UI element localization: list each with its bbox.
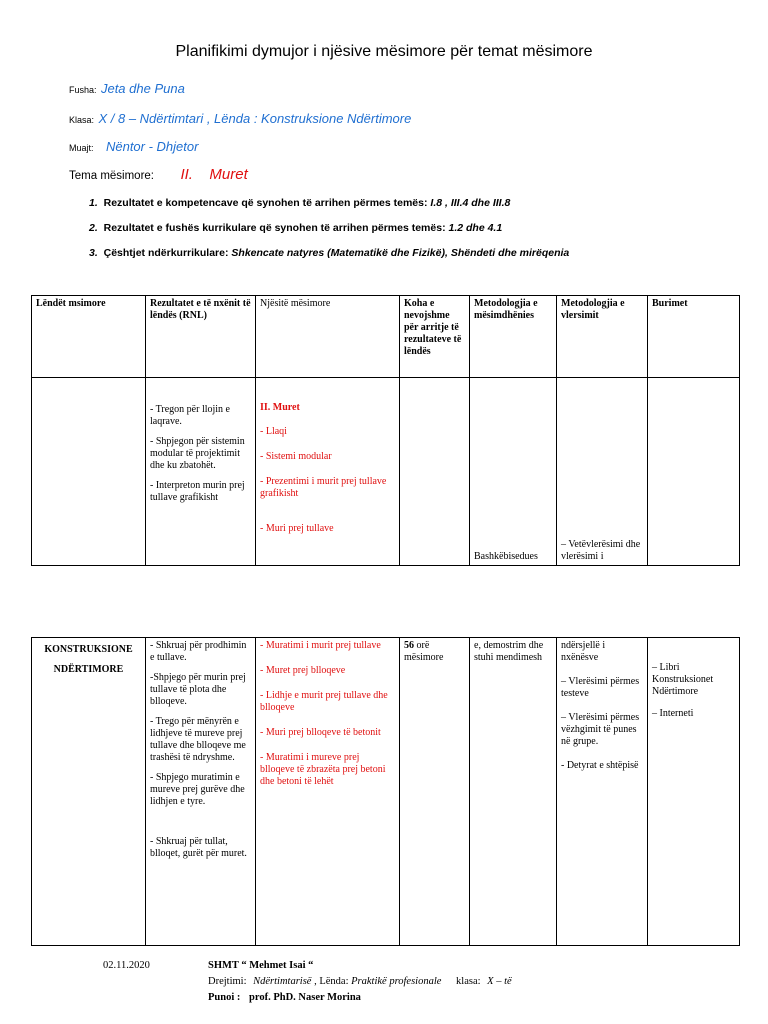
list-item: - Tregon për llojin e laqrave.: [150, 404, 230, 427]
koha-number: 56: [404, 640, 414, 651]
koha-text: orë mësimore: [404, 640, 444, 663]
header-burimet: Burimet: [648, 296, 740, 378]
footer-lenda: Praktikë profesionale: [351, 976, 442, 987]
footer-drejtimi-label: Drejtimi:: [208, 976, 247, 987]
footer-drejtimi-row: [208, 976, 512, 987]
list-item: - Sistemi modular: [260, 451, 332, 462]
cell-burimet: [648, 638, 740, 946]
list-item: - Detyrat e shtëpisë: [561, 760, 639, 771]
tema-row: [69, 166, 248, 184]
fusha-label: Fusha:: [69, 85, 97, 95]
footer-klasa: X – të: [487, 976, 512, 987]
muajt-label: Muajt:: [69, 143, 94, 153]
objective-2-value: 1.2 dhe 4.1: [448, 222, 503, 234]
objective-3-num: 3.: [89, 247, 98, 259]
list-item: - Shpjego muratimin e mureve prej gurëve dhe lidhjen e tyre.: [150, 772, 245, 807]
list-item: -Shpjego për murin prej tullave të plota dhe blloqeve.: [150, 672, 246, 707]
list-item: - Muri prej tullave: [260, 523, 334, 534]
list-item: - Shpjegon për sistemin modular të projektimit dhe ku zbatohët.: [150, 436, 245, 471]
objective-1-text: Rezultatet e kompetencave që synohen të arrihen përmes temës:: [103, 197, 428, 209]
header-vlersimi: Metodologjia e vlersimit: [557, 296, 648, 378]
list-item: - Shkruaj për tullat, blloqet, gurët për muret.: [150, 836, 247, 859]
tema-value: Muret: [209, 166, 248, 183]
cell-vlersimi: – Vetëvlerësimi dhe vlerësimi i: [557, 378, 648, 566]
cell-vlersimi: [557, 638, 648, 946]
footer-lenda-label: , Lënda:: [314, 976, 349, 987]
cell-mesimdhenia: e, demostrim dhe stuhi mendimesh: [470, 638, 557, 946]
fusha-value: Jeta dhe Puna: [100, 81, 185, 96]
cell-koha: [400, 638, 470, 946]
footer-school: SHMT “ Mehmet Isai “: [208, 960, 314, 971]
table-header-row: [32, 296, 740, 378]
objective-3-text: Çështjet ndërkurrikulare:: [103, 247, 229, 259]
list-item: - Muratimi i murit prej tullave: [260, 640, 381, 651]
objective-2: [89, 222, 502, 234]
klasa-row: [69, 110, 411, 128]
footer-punoi-row: [208, 992, 361, 1003]
footer-klasa-label: klasa:: [456, 976, 481, 987]
list-item: – Interneti: [652, 708, 694, 719]
list-item: ndërsjellë i nxënësve: [561, 640, 606, 663]
table-row: [32, 378, 740, 566]
footer-punoi: prof. PhD. Naser Morina: [249, 992, 361, 1003]
objective-3: [89, 247, 569, 259]
list-item: - Shkruaj për prodhimin e tullave.: [150, 640, 247, 663]
cell-rnl: [146, 638, 256, 946]
list-item: - Interpreton murin prej tullave grafikisht: [150, 480, 245, 503]
objective-1-num: 1.: [89, 197, 98, 209]
muajt-row: [69, 138, 198, 156]
cell-mesimdhenia: Bashkëbisedues: [470, 378, 557, 566]
footer-date: 02.11.2020: [103, 960, 150, 971]
objective-1-value: I.8 , III.4 dhe III.8: [430, 197, 511, 209]
cell-burimet-empty: [648, 378, 740, 566]
list-item: – Libri Konstruksionet Ndërtimore: [652, 662, 714, 697]
list-item: – Vlerësimi përmes vëzhgimit të punes në grupe.: [561, 712, 640, 747]
objective-2-text: Rezultatet e fushës kurrikulare që synohen të arrihen përmes temës:: [103, 222, 446, 234]
header-koha: Koha e nevojshme për arritje të rezultateve të lëndës: [400, 296, 470, 378]
list-item: - Muret prej blloqeve: [260, 665, 346, 676]
list-item: - Llaqi: [260, 426, 287, 437]
fusha-row: [69, 80, 185, 98]
objective-2-num: 2.: [89, 222, 98, 234]
list-item: – Vlerësimi përmes testeve: [561, 676, 640, 699]
table-row: [32, 638, 740, 946]
page-title: Planifikimi dymujor i njësive mësimore për temat mësimore: [175, 43, 593, 60]
plan-table-1: [31, 295, 740, 566]
cell-njesite: [256, 378, 400, 566]
footer-punoi-label: Punoi :: [208, 992, 241, 1003]
plan-table-2: [31, 637, 740, 946]
tema-label: Tema mësimore:: [69, 170, 154, 182]
header-lendet: Lëndët msimore: [32, 296, 146, 378]
list-item: - Muri prej blloqeve të betonit: [260, 727, 381, 738]
objective-3-value: Shkencate natyres (Matematikë dhe Fizikë), Shëndeti dhe mirëqenia: [231, 247, 570, 259]
objective-1: [89, 197, 510, 209]
cell-lenda: KONSTRUKSIONE NDËRTIMORE: [32, 638, 146, 946]
tema-number: II.: [180, 166, 193, 183]
klasa-value: X / 8 – Ndërtimtari , Lënda : Konstruksione Ndërtimore: [98, 111, 412, 126]
list-item: - Muratimi i mureve prej blloqeve të zbrazëta prej betoni dhe betoni të lehët: [260, 752, 386, 787]
footer-drejtimi: Ndërtimtarisë: [253, 976, 312, 987]
muajt-value: Nëntor - Dhjetor: [105, 139, 199, 154]
list-item: - Prezentimi i murit prej tullave grafikisht: [260, 476, 387, 499]
njesi-title: II. Muret: [260, 402, 300, 413]
header-mesimdhenia: Metodologjia e mësimdhënies: [470, 296, 557, 378]
cell-lenda-empty: [32, 378, 146, 566]
cell-njesite: [256, 638, 400, 946]
header-rnl: Rezultatet e të nxënit të lëndës (RNL): [146, 296, 256, 378]
list-item: - Trego për mënyrën e lidhjeve të mureve prej tullave dhe blloqeve me trashësi të ndryshme.: [150, 716, 246, 763]
header-njesite: Njësitë mësimore: [256, 296, 400, 378]
cell-koha-empty: [400, 378, 470, 566]
klasa-label: Klasa:: [69, 115, 95, 125]
list-item: - Lidhje e murit prej tullave dhe blloqeve: [260, 690, 388, 713]
cell-rnl: [146, 378, 256, 566]
